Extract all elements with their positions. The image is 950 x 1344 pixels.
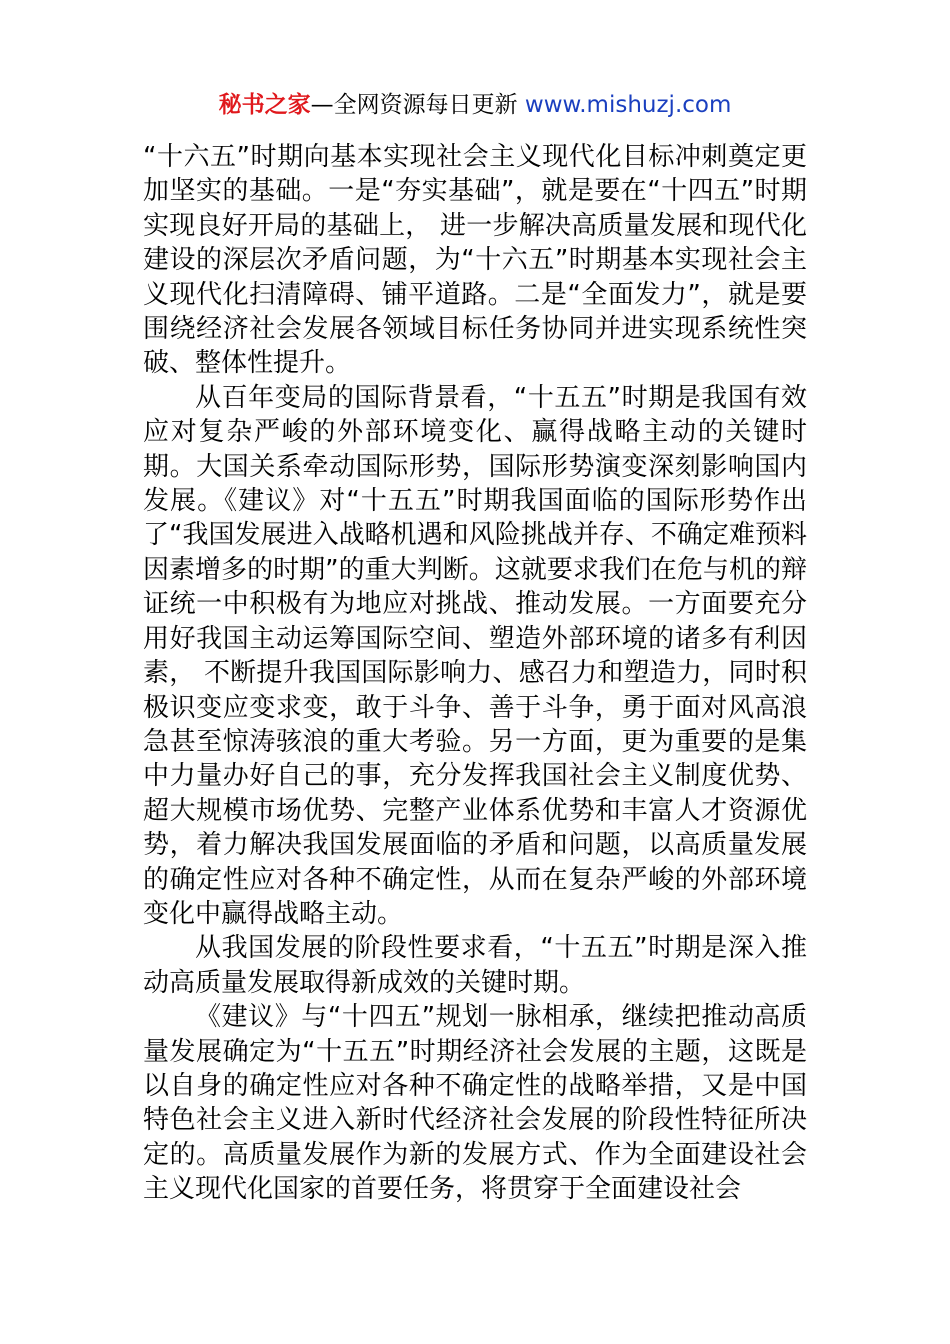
paragraph-3: 从我国发展的阶段性要求看，“十五五”时期是深入推动高质量发展取得新成效的关键时期。 — [143, 933, 807, 998]
page-header — [0, 88, 950, 122]
site-url-link[interactable]: www.mishuzj.com — [524, 92, 732, 118]
paragraph-2: 从百年变局的国际背景看，“十五五”时期是我国有效应对复杂严峻的外部环境变化、赢得战略主动的关键时期。大国关系牵动国际形势，国际形势演变深刻影响国内发展。《建议》对“十五五”时期我国面临的国际形势作出了“我国发展进入战略机遇和风险挑战并存、不确定难预料因素增多的时期”的重大判断。这就要求我们在危与机的辩证统一中积极有为地应对挑战、推动发展。一方面要充分用好我国主动运筹国际空间、塑造外部环境的诸多有利因素， 不断提升我国国际影响力、感召力和塑造力，同时积极识变应变求变，敢于斗争、善于斗争，勇于面对风高浪急甚至惊涛骇浪的重大考验。另一方面，更为重要的是集中力量办好自己的事，充分发挥我国社会主义制度优势、超大规模市场优势、完整产业体系优势和丰富人才资源优势，着力解决我国发展面临的矛盾和问题，以高质量发展的确定性应对各种不确定性，从而在复杂严峻的外部环境变化中赢得战略主动。 — [143, 382, 807, 929]
document-body — [143, 140, 807, 1207]
site-brand: 秘书之家 — [218, 92, 311, 118]
paragraph-4: 《建议》与“十四五”规划一脉相承，继续把推动高质量发展确定为“十五五”时期经济社会发展的主题，这既是以自身的确定性应对各种不确定性的战略举措，又是中国特色社会主义进入新时代经济社会发展的阶段性特征所决定的。高质量发展作为新的发展方式、作为全面建设社会主义现代化国家的首要任务，将贯穿于全面建设社会 — [143, 1002, 807, 1205]
site-tagline: —全网资源每日更新 — [310, 92, 525, 118]
paragraph-1: “十六五”时期向基本实现社会主义现代化目标冲刺奠定更加坚实的基础。一是“夯实基础”，就是要在“十四五”时期实现良好开局的基础上， 进一步解决高质量发展和现代化建设的深层次矛盾问题，为“十六五”时期基本实现社会主义现代化扫清障碍、铺平道路。二是“全面发力”，就是要围绕经济社会发展各领域目标任务协同并进实现系统性突破、整体性提升。 — [143, 142, 807, 379]
